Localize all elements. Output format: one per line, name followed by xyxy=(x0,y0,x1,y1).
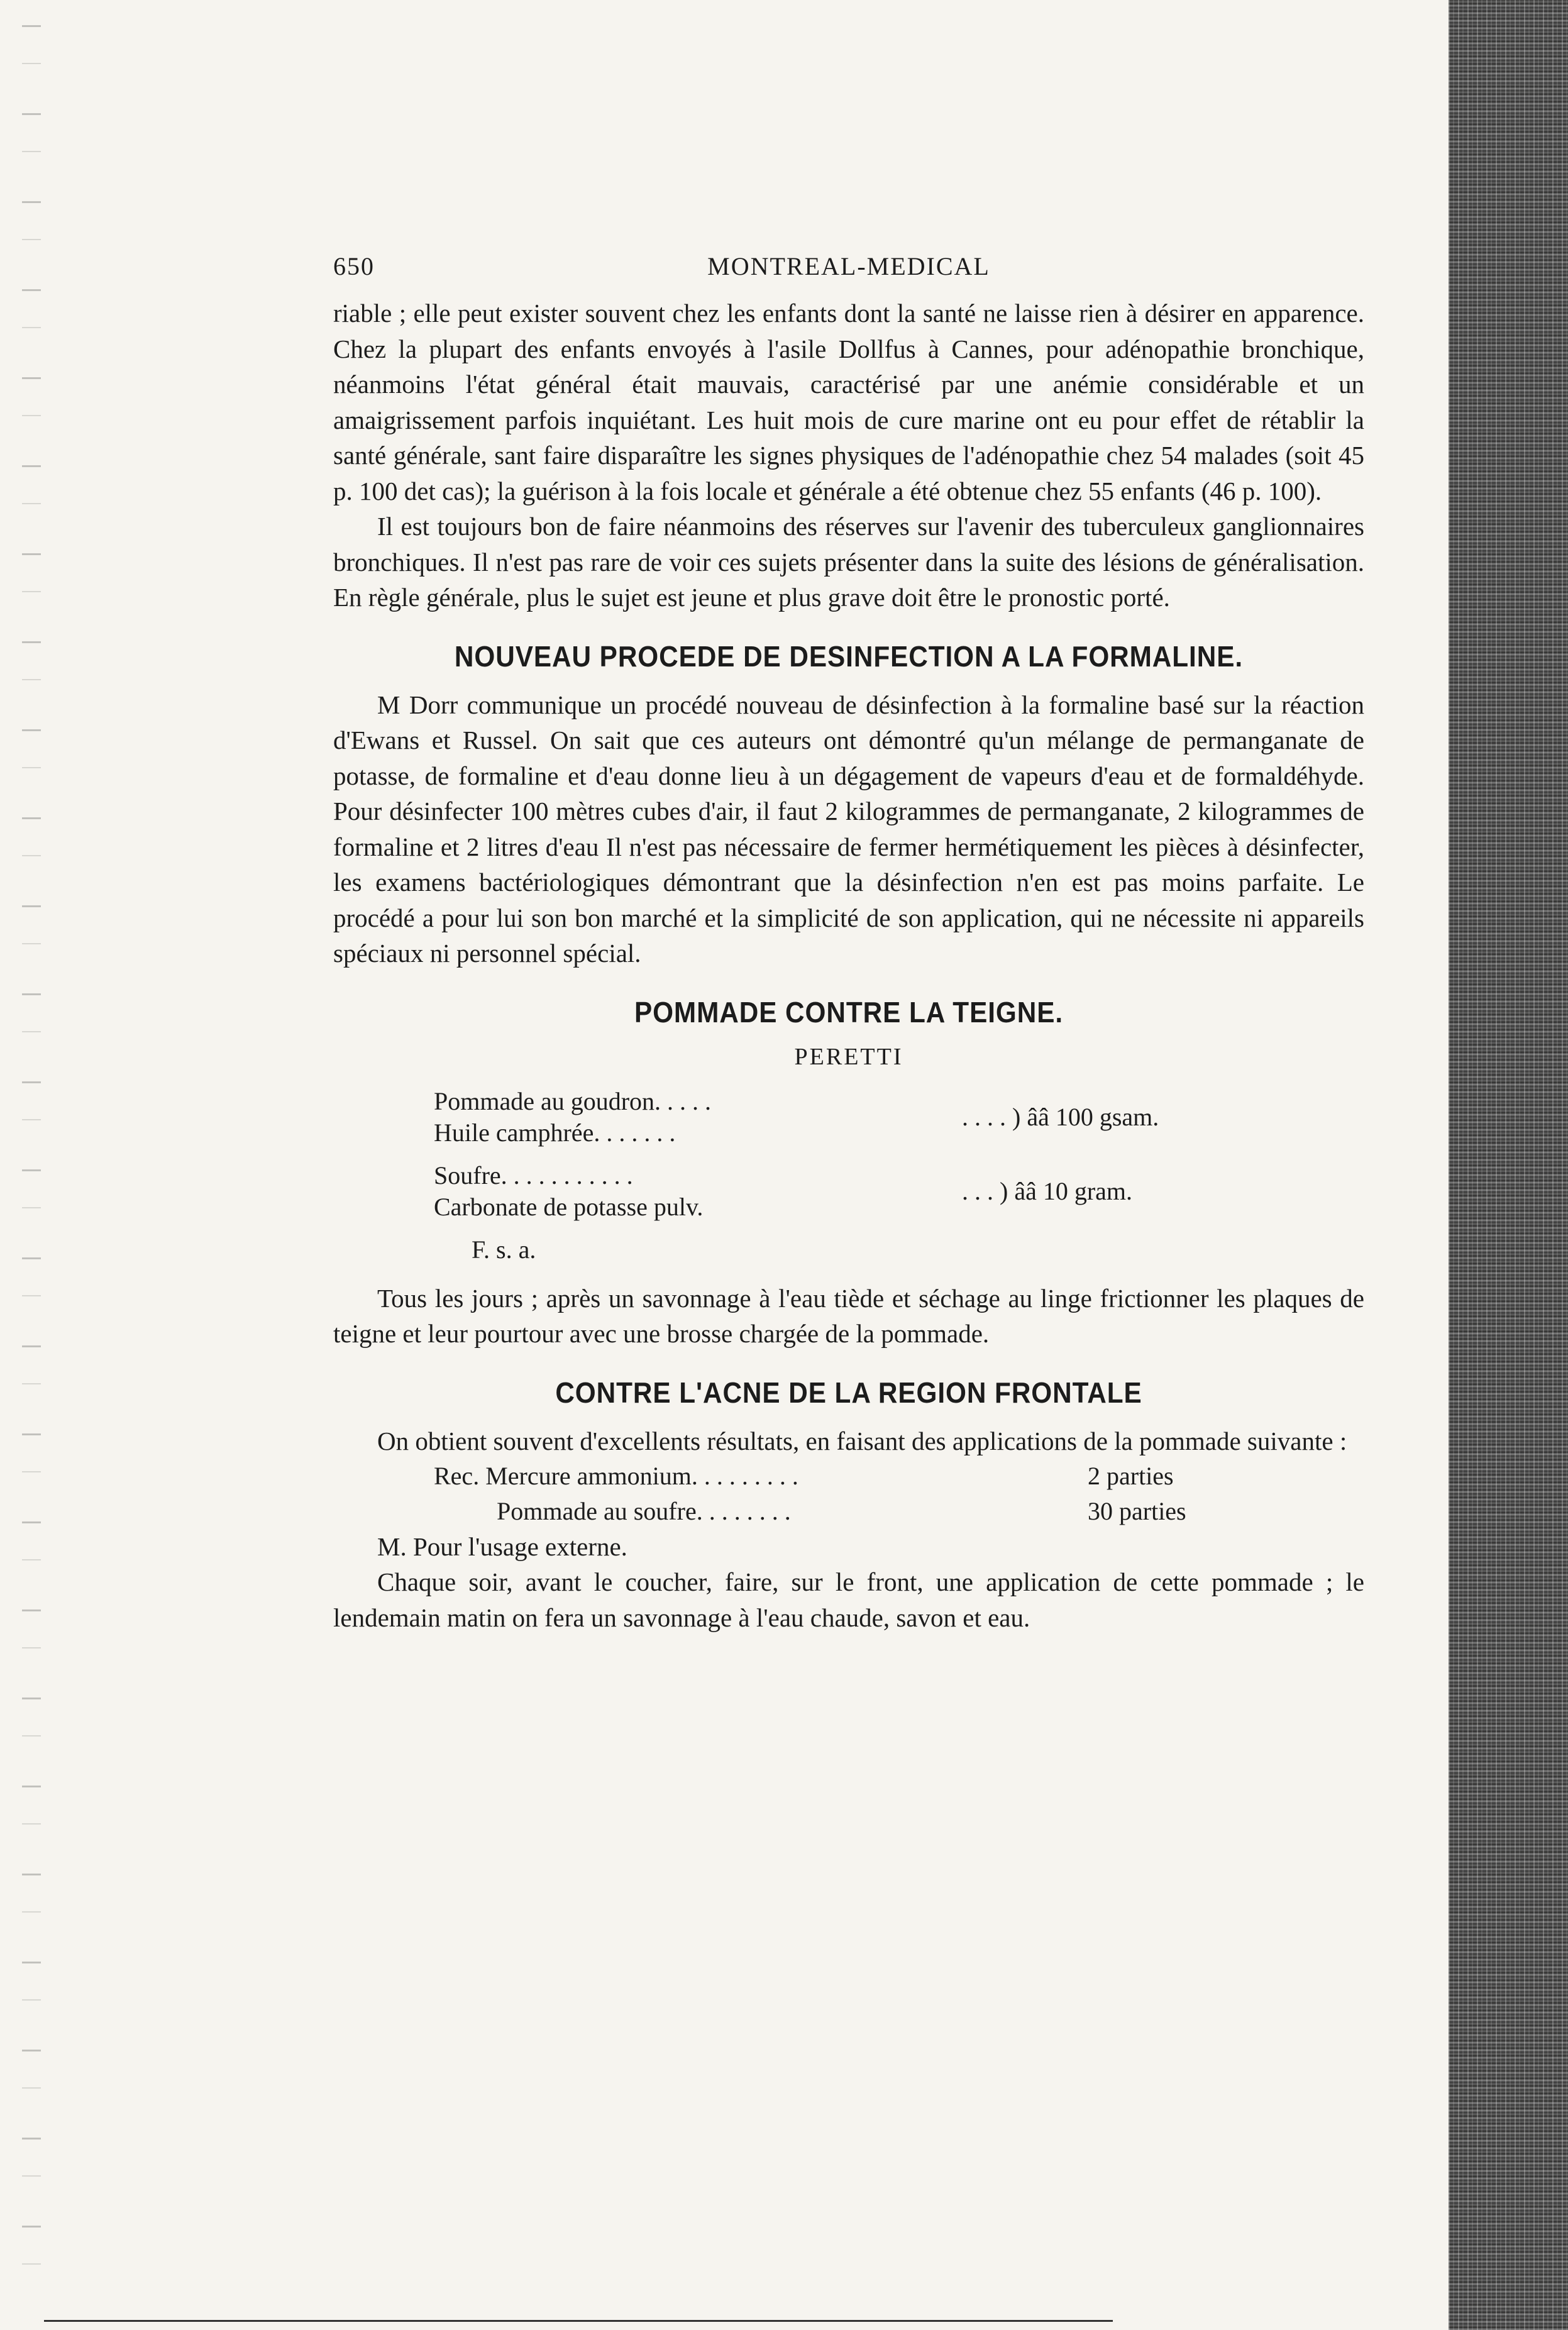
recipe-quantity: 2 parties xyxy=(1088,1462,1174,1490)
scan-margin-marks xyxy=(22,25,41,2289)
article-paragraph-1: riable ; elle peut exister souvent chez les enfants dont la santé ne laisse rien à désirer en apparence. Chez la plupart des enfants envoyés à l'asile Dollfus à Cannes, pour adénopathie bronchique, néanmoins l'état général était mauvais, caractérisé par une anémie considérable et un amaigrissement parfois inquiétant. Les huit mois de cure marine ont eu pour effet de rétablir la santé générale, sant faire disparaître les signes physiques de l'adénopathie chez 54 malades (soit 45 p. 100 det cas); la guérison à la fois locale et générale a été obtenue chez 55 enfants (46 p. 100). xyxy=(333,299,1364,505)
recipe-row xyxy=(333,1459,1364,1494)
recipe-quantity: 30 parties xyxy=(1088,1497,1186,1525)
recipe-ingredient: Carbonate de potasse pulv. xyxy=(434,1192,704,1221)
article-paragraph-2: Il est toujours bon de faire néanmoins des réserves sur l'avenir des tuberculeux ganglionnaires bronchiques. Il n'est pas rare de voir ces sujets présenter dans la suite des lésions de généralisation. En règle générale, plus le sujet est jeune et plus grave doit être le pronostic porté. xyxy=(333,512,1364,612)
section-body-acne: Chaque soir, avant le coucher, faire, sur le front, une application de cette pommade ; le lendemain matin on fera un savonnage à l'eau chaude, savon et eau. xyxy=(333,1567,1364,1632)
page-number: 650 xyxy=(333,252,375,280)
bottom-rule xyxy=(44,2320,1113,2322)
recipe-quantity: . . . ) ââ 10 gram. xyxy=(962,1176,1133,1205)
recipe-usage: M. Pour l'usage externe. xyxy=(377,1532,627,1561)
recipe-group-1 xyxy=(434,1086,1364,1149)
recipe-ingredient: Pommade au goudron. . . . . xyxy=(434,1086,712,1115)
section-body-teigne: Tous les jours ; après un savonnage à l'eau tiède et séchage au linge frictionner les plaques de teigne et leur pourtour avec une brosse chargée de la pommade. xyxy=(333,1283,1364,1348)
section-title-formaline: NOUVEAU PROCEDE DE DESINFECTION A LA FORMALINE. xyxy=(454,639,1244,673)
recipe-teigne xyxy=(333,1086,1364,1266)
section-intro-acne: On obtient souvent d'excellents résultats, en faisant des applications de la pommade suivante : xyxy=(377,1426,1347,1455)
recipe-author: PERETTI xyxy=(794,1043,903,1070)
recipe-group-2 xyxy=(434,1160,1364,1223)
recipe-fsa: F. s. a. xyxy=(472,1235,536,1264)
recipe-ingredient: Rec. Mercure ammonium. . . . . . . . . xyxy=(434,1462,798,1490)
recipe-quantity: . . . . ) ââ 100 gsam. xyxy=(962,1102,1159,1131)
recipe-ingredient: Huile camphrée. . . . . . . xyxy=(434,1118,676,1147)
section-title-teigne: POMMADE CONTRE LA TEIGNE. xyxy=(634,995,1064,1029)
section-title-acne: CONTRE L'ACNE DE LA REGION FRONTALE xyxy=(555,1376,1142,1409)
recipe-row xyxy=(333,1494,1364,1529)
page-content xyxy=(333,239,1364,1635)
recipe-ingredient: Soufre. . . . . . . . . . . xyxy=(434,1161,633,1190)
recipe-acne xyxy=(333,1459,1364,1529)
recipe-ingredient: Pommade au soufre. . . . . . . . xyxy=(497,1497,791,1525)
scan-book-edge xyxy=(1449,0,1568,2330)
journal-title: MONTREAL-MEDICAL xyxy=(707,252,990,280)
section-body-formaline: M Dorr communique un procédé nouveau de désinfection à la formaline basé sur la réaction d'Ewans et Russel. On sait que ces auteurs ont démontré qu'un mélange de permanganate de potasse, de formaline et d'eau donne lieu à un dégagement de vapeurs d'eau et de formaldéhyde. Pour désinfecter 100 mètres cubes d'air, il faut 2 kilogrammes de permanganate, 2 kilogrammes de formaline et 2 litres d'eau Il n'est pas nécessaire de fermer hermétiquement les pièces à désinfecter, les examens bactériologiques démontrant que la désinfection n'en est pas moins parfaite. Le procédé a pour lui son bon marché et la simplicité de son application, qui ne nécessite ni appareils spéciaux ni personnel spécial. xyxy=(333,690,1364,968)
running-head xyxy=(333,239,1364,295)
